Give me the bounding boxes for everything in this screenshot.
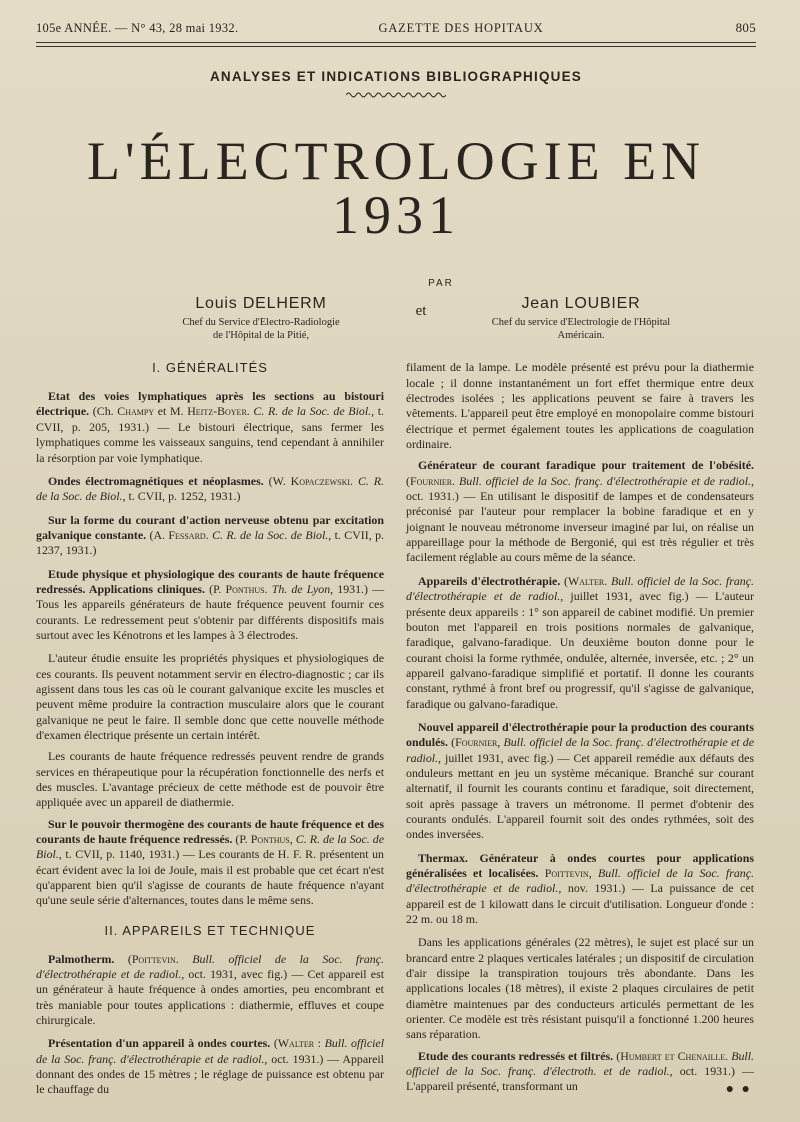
section-heading-generalites: I. GÉNÉRALITÉS: [152, 360, 268, 376]
author-affiliation: Chef du Service d'Electro-Radiologie de l'Hôpital de la Pitié,: [182, 317, 340, 341]
by-line: PAR: [428, 278, 454, 290]
running-header: [36, 14, 756, 36]
abstract-paragraph: Dans les applications générales (22 mètres), le sujet est placé sur un brancard entre 2 plaques verticales latérales ; un dispositif de circulation d'air dissipe la transpiration toujours très abondante. Dans les applications locales (18 mètres), il existe 2 plaques circulaires de petit diamètre maintenues par des conducteurs articulés permettant de les orienter. Ce modèle est très résistant puisqu'il a fonctionné 1.200 heures sans réparation.: [406, 935, 754, 1042]
abstract-entry: Palmotherm. (Poittevin. Bull. officiel de la Soc. franç. d'électrothérapie et de radiol., oct. 1931, avec fig.) — Cet appareil est un générateur à haute fréquence à ondes amorties, peu encombrant et très maniable pour toutes applications : diathermie, effluves et coupe chirurgicale.: [36, 951, 385, 1027]
abstract-entry: Ondes électromagnétiques et néoplasmes. (W. Kopaczewski. C. R. de la Soc. de Biol., t. CVII, p. 1252, 1931.): [36, 473, 385, 504]
abstract-entry: Nouvel appareil d'électrothérapie pour la production des courants ondulés. (Fournier, Bull. officiel de la Soc. franç. d'électrothérapie et de radiol., juillet 1931, avec fig.) — Cet appareil remédie aux défauts des onduleurs mettant en jeu un système mécanique. Branché sur courant alternatif, il fournit les courants continu et faradique, soit directement, soit après passage à travers un métronome. Il permet d'obtenir des courants ondulés. L'appareil fournit soit des ondes rythmées, soit des ondes inversées.: [406, 719, 754, 842]
issue-line: 105e ANNÉE. — N° 43, 28 mai 1932.: [36, 21, 239, 35]
abstract-paragraph: filament de la lampe. Le modèle présenté est prévu pour la diathermie locale ; il donne instantanément un fort effet thermique entre deux électrodes isolées ; les applications peuvent se faire à travers les vêtements. L'appareil peut être employé en monopolaire comme bistouri électrique et permet également toutes les applications de coagulation ordinaire.: [406, 360, 754, 452]
section-banner: ANALYSES ET INDICATIONS BIBLIOGRAPHIQUES: [209, 69, 583, 84]
abstract-entry: Sur la forme du courant d'action nerveuse obtenu par excitation galvanique constante. (A. Fessard. C. R. de la Soc. de Biol., t. CVII, p. 1237, 1931.): [36, 512, 384, 558]
abstract-entry: Etat des voies lymphatiques après les sections au bistouri électrique. (Ch. Champy et M. Heitz-Boyer. C. R. de la Soc. de Biol., t. CVII, p. 205, 1931.) — Le bistouri électrique, sans fermer les lymphatiques comme les vaisseaux sanguins, tend cependant à annihiler la résorption par voie lymphatique.: [36, 389, 384, 465]
abstract-paragraph: L'auteur étudie ensuite les propriétés physiques et physiologiques de ces courants. Ils peuvent notamment servir en électro-diagnostic ; car ils agissent dans tous les cas où le courant galvanique excite les muscles et peuvent même produire la contraction musculaire alors que le courant galvanique ne peut le faire. Il semble donc que cette nouvelle méthode d'examen électrique présente un certain intérêt.: [36, 651, 384, 742]
article-title: L'ÉLECTROLOGIE EN 1931: [86, 131, 706, 245]
author-1: [36, 295, 406, 342]
page-number: 805: [735, 20, 756, 35]
right-column: [406, 360, 754, 1105]
left-column: [36, 360, 384, 1105]
author-conjunction: et: [415, 303, 427, 320]
abstract-entry: Présentation d'un appareil à ondes courtes. (Walter : Bull. officiel de la Soc. franç. d'électrothérapie et de radiol., oct. 1931.) — Appareil donnant des ondes de 15 mètres ; le réglage de puissance est obtenu par le chauffage du: [36, 1036, 385, 1097]
footer-mark: ● ●: [725, 1082, 752, 1097]
abstract-paragraph: Les courants de haute fréquence redressés peuvent rendre de grands services en thérapeutique pour la récupération fonctionnelle des nerfs et des muscles. L'avantage précieux de cette méthode est de pouvoir être appliquée avec un appareil de diathermie.: [36, 749, 384, 810]
ornament-squiggle: [36, 86, 756, 104]
author-affiliation: Chef du service d'Electrologie de l'Hôpital Américain.: [491, 317, 671, 341]
abstract-entry: Thermax. Générateur à ondes courtes pour applications généralisées et localisées. Poittevin, Bull. officiel de la Soc. franç. d'électrothérapie et de radiol., nov. 1931.) — La puissance de cet appareil est de 1 kilowatt dans le circuit d'utilisation. Longueur d'onde : 22 m. ou 18 m.: [406, 850, 755, 927]
author-2: [436, 295, 756, 342]
abstract-entry: Appareils d'électrothérapie. (Walter. Bull. officiel de la Soc. franç. d'électrothérapie et de radiol., juillet 1931, avec fig.) — L'auteur présente deux appareils : 1° son appareil de cabinet modifié. Un premier bouton met l'appareil en trois positions normales de galvanique, faradique, galvano-faradique. Un deuxième bouton donne pour le courant choisi la forme rythmée, ondulée, alternée, inversée, etc. ; 2° un appareil galvano-faradique simplifié et portatif. Il donne les courants constant, rythmé à front bref ou progressif, qu'il s'agisse de galvanique, faradique ou galvano-faradique.: [406, 573, 755, 711]
abstract-entry: Etude physique et physiologique des courants de haute fréquence redressés. Applications cliniques. (P. Ponthus. Th. de Lyon, 1931.) — Tous les appareils générateurs de haute fréquence peuvent fournir ces courants. Le redressement peut s'obtenir par différents dispositifs mais surtout avec les Kénotrons et les lampes à 3 électrodes.: [36, 566, 384, 642]
author-name: Louis DELHERM: [195, 295, 327, 313]
abstract-entry: Générateur de courant faradique pour traitement de l'obésité. (Fournier. Bull. officiel de la Soc. franç. d'électrothérapie et de radiol., oct. 1931.) — En utilisant le dispositif de lampes et de condensateurs préconisé par l'auteur pour remplacer la bobine faradique et en y joignant le nouveau métronome inverseur imaginé par lui, on réalise un appareillage pour la méthode de Bergonié, qui est très régulier et très facilement réglable au cours même de la séance.: [406, 458, 754, 565]
author-block: [36, 295, 756, 342]
header-rule-thin: [36, 46, 756, 47]
body-columns: [36, 360, 756, 1105]
abstract-entry: Sur le pouvoir thermogène des courants de haute fréquence et des courants de haute fréquence redressés. (P. Ponthus, C. R. de la Soc. de Biol., t. CVII, p. 1140, 1931.) — Les courants de H. F. R. présentent un écart évident avec la loi de Joule, mais il est probable que cet écart n'est qu'apparent bien qu'il s'agisse de courants de haute fréquence n'ayant qu'une seule série d'alternances, toutes dans le même sens.: [36, 816, 385, 908]
journal-name: GAZETTE DES HOPITAUX: [378, 21, 544, 35]
abstract-entry: Etude des courants redressés et filtrés. (Humbert et Chenaille. Bull. officiel de la Soc. franç. d'électroth. et de radiol., oct. 1931.) — L'appareil présenté, transformant un: [406, 1048, 754, 1094]
author-name: Jean LOUBIER: [521, 295, 641, 313]
header-rule: [36, 42, 756, 43]
section-heading-appareils: II. APPAREILS ET TECHNIQUE: [104, 922, 316, 938]
